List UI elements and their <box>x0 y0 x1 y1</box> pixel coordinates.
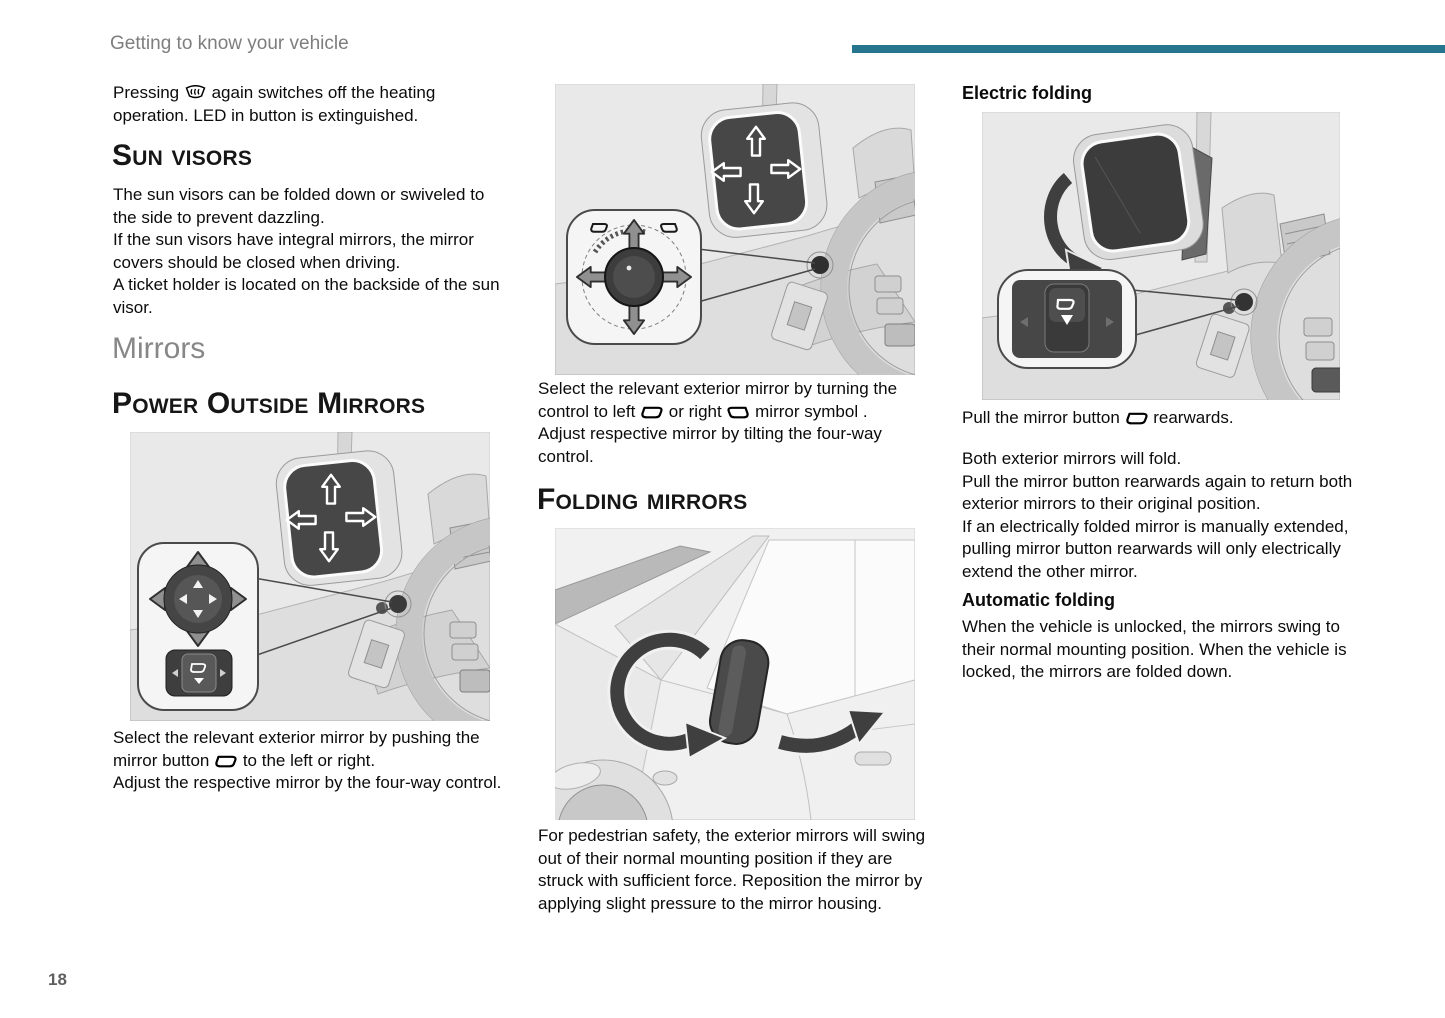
rotary-mirror-instructions: Select the relevant exterior mirror by turning the control to left or right mirror symbol . Adjust respective mirror by tilting the four-way control. <box>538 379 898 466</box>
page-number: 18 <box>48 970 67 989</box>
illustration-rotary-mirror-control <box>555 84 915 375</box>
illustration-power-mirror-control <box>130 432 490 721</box>
callout-four-way-control <box>138 543 258 710</box>
power-outside-mirrors-heading: Power Outside Mirrors <box>112 387 426 420</box>
heating-note: Pressing again switches off the heating operation. LED in button is extinguished. <box>113 83 436 125</box>
header-accent-bar <box>852 45 1445 53</box>
callout-rotary-control <box>567 210 701 344</box>
mirror-symbol-left-icon <box>640 406 664 419</box>
electric-folding-text: Both exterior mirrors will fold. Pull the mirror button rearwards again to return both exterior mirrors to their original position. If an electrically folded mirror is manually extended, pulling mirror button rearwards will only electrically extend the other mirror. <box>962 449 1353 581</box>
illustration-folding-mirror <box>555 528 915 820</box>
heated-mirror-icon <box>184 84 207 100</box>
callout-mirror-button <box>998 270 1136 368</box>
folding-mirrors-heading: Folding mirrors <box>537 483 748 516</box>
mirror-select-rocker <box>166 650 232 696</box>
electric-folding-heading: Electric folding <box>962 83 1093 103</box>
sun-visors-heading: Sun visors <box>112 139 253 172</box>
mirror-symbol-left-icon <box>1125 412 1149 425</box>
automatic-folding-text: When the vehicle is unlocked, the mirrors swing to their normal mounting position. When the vehicle is locked, the mirrors are folded down. <box>962 617 1347 681</box>
illustration-electric-folding <box>982 112 1340 400</box>
mirrors-heading: Mirrors <box>112 332 206 365</box>
exterior-mirror-with-arrows <box>699 100 830 240</box>
mirror-symbol-left-icon <box>214 755 238 768</box>
mirror-symbol-right-icon <box>726 406 750 419</box>
power-mirror-instructions: Select the relevant exterior mirror by pushing the mirror button to the left or right. Adjust the respective mirror by the four-way control. <box>113 728 502 792</box>
pedestrian-safety-text: For pedestrian safety, the exterior mirrors will swing out of their normal mounting position if they are struck with sufficient force. Reposition the mirror by applying slight pressure to the mirror housing. <box>538 826 926 913</box>
pull-button-text: Pull the mirror button rearwards. <box>962 408 1234 427</box>
folded-exterior-mirror <box>1070 121 1212 262</box>
automatic-folding-heading: Automatic folding <box>962 590 1115 610</box>
sun-visors-text: The sun visors can be folded down or swiveled to the side to prevent dazzling. If the sun visors have integral mirrors, the mirror covers should be closed when driving. A ticket holder is located on the backside of the sun visor. <box>113 185 500 317</box>
exterior-mirror-with-arrows <box>274 448 405 588</box>
running-header: Getting to know your vehicle <box>110 33 349 54</box>
